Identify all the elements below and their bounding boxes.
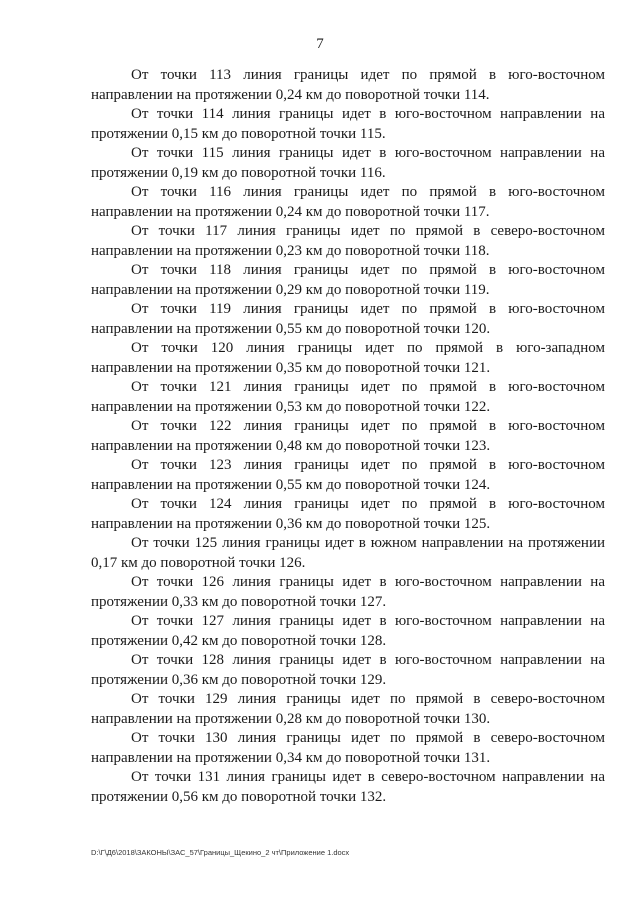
- paragraph: От точки 113 линия границы идет по прямой в юго-восточном направлении на протяжении 0,24 км до поворотной точки 114.: [91, 67, 605, 103]
- paragraph: От точки 127 линия границы идет в юго-восточном направлении на протяжении 0,42 км до поворотной точки 128.: [91, 613, 605, 649]
- paragraph: От точки 130 линия границы идет по прямой в северо-восточном направлении на протяжении 0,34 км до поворотной точки 131.: [91, 730, 605, 766]
- file-path-footer: D:\Г\Д6\2018\ЗАКОНЫ\ЗАС_57\Границы_Щекино_2 чт\Приложение 1.docx: [91, 848, 350, 857]
- paragraph: От точки 121 линия границы идет по прямой в юго-восточном направлении на протяжении 0,53 км до поворотной точки 122.: [91, 379, 605, 415]
- paragraph: От точки 123 линия границы идет по прямой в юго-восточном направлении на протяжении 0,55 км до поворотной точки 124.: [91, 457, 605, 493]
- paragraph: От точки 128 линия границы идет в юго-восточном направлении на протяжении 0,36 км до поворотной точки 129.: [91, 652, 605, 688]
- page-number: 7: [316, 36, 324, 52]
- paragraph: От точки 118 линия границы идет по прямой в юго-восточном направлении на протяжении 0,29 км до поворотной точки 119.: [91, 262, 605, 298]
- paragraph: От точки 117 линия границы идет по прямой в северо-восточном направлении на протяжении 0,23 км до поворотной точки 118.: [91, 223, 605, 259]
- paragraph: От точки 115 линия границы идет в юго-восточном направлении на протяжении 0,19 км до поворотной точки 116.: [91, 145, 605, 181]
- paragraph: От точки 126 линия границы идет в юго-восточном направлении на протяжении 0,33 км до поворотной точки 127.: [91, 574, 605, 610]
- document-body: [91, 66, 605, 807]
- paragraph: От точки 124 линия границы идет по прямой в юго-восточном направлении на протяжении 0,36 км до поворотной точки 125.: [91, 496, 605, 532]
- paragraph: От точки 114 линия границы идет в юго-восточном направлении на протяжении 0,15 км до поворотной точки 115.: [91, 106, 605, 142]
- paragraph: От точки 120 линия границы идет по прямой в юго-западном направлении на протяжении 0,35 км до поворотной точки 121.: [91, 340, 605, 376]
- paragraph: От точки 116 линия границы идет по прямой в юго-восточном направлении на протяжении 0,24 км до поворотной точки 117.: [91, 184, 605, 220]
- paragraph: От точки 125 линия границы идет в южном направлении на протяжении 0,17 км до поворотной точки 126.: [91, 535, 605, 571]
- paragraph: От точки 119 линия границы идет по прямой в юго-восточном направлении на протяжении 0,55 км до поворотной точки 120.: [91, 301, 605, 337]
- paragraph: От точки 129 линия границы идет по прямой в северо-восточном направлении на протяжении 0,28 км до поворотной точки 130.: [91, 691, 605, 727]
- paragraph: От точки 131 линия границы идет в северо-восточном направлении на протяжении 0,56 км до поворотной точки 132.: [91, 769, 605, 805]
- paragraph: От точки 122 линия границы идет по прямой в юго-восточном направлении на протяжении 0,48 км до поворотной точки 123.: [91, 418, 605, 454]
